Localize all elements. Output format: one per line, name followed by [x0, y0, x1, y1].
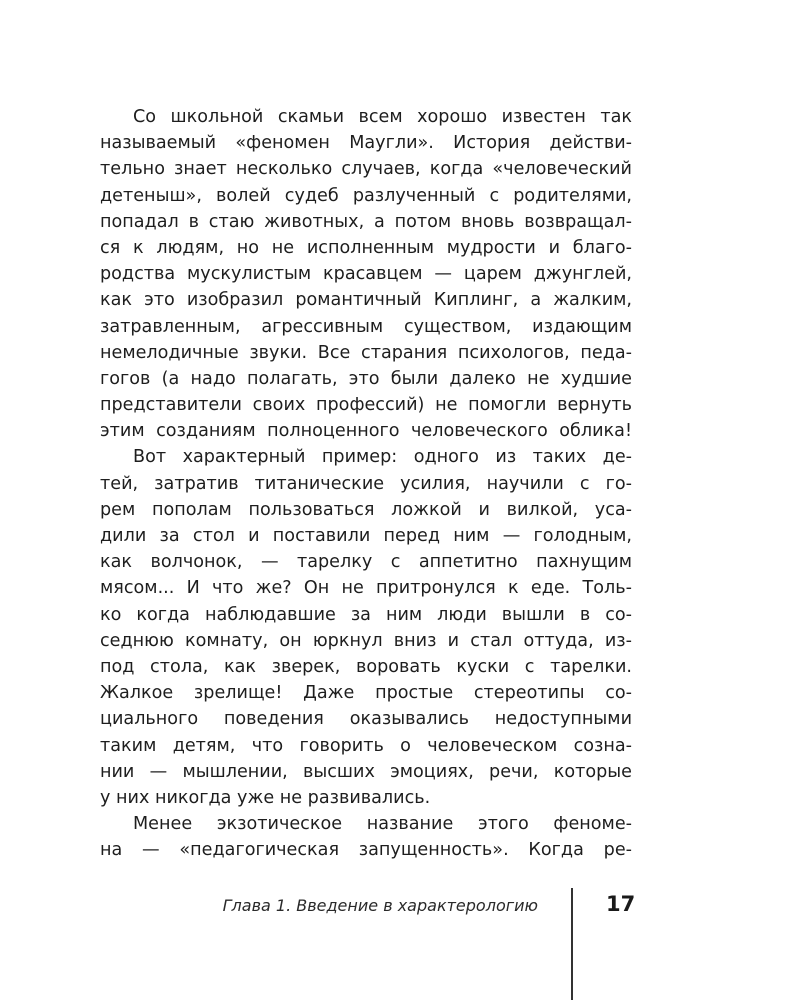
text-line: Жалкое зрелище! Даже простые стереотипы со- — [100, 683, 632, 704]
text-line: мясом... И что же? Он не притронулся к еде. Толь- — [100, 578, 632, 599]
footer-divider — [571, 888, 573, 1000]
text-line: попадал в стаю животных, а потом вновь возвращал- — [100, 211, 632, 232]
page-number: 17 — [606, 892, 636, 916]
text-line: Менее экзотическое название этого феноме- — [133, 814, 632, 835]
body-text — [100, 104, 632, 863]
text-line: рем пополам пользоваться ложкой и вилкой, уса- — [100, 499, 632, 520]
text-line: родства мускулистым красавцем — царем джунглей, — [100, 264, 632, 285]
text-line: затравленным, агрессивным существом, издающим — [100, 316, 632, 337]
text-line: представители своих профессий) не помогли вернуть — [100, 395, 632, 416]
text-line: этим созданиям полноценного человеческого облика! — [100, 421, 632, 442]
text-line: детеныш», волей судеб разлученный с родителями, — [100, 185, 632, 206]
text-line: тей, затратив титанические усилия, научили с го- — [100, 473, 632, 494]
text-line: называемый «феномен Маугли». История действи- — [100, 133, 632, 154]
text-line: на — «педагогическая запущенность». Когда ре- — [100, 840, 632, 861]
text-line: немелодичные звуки. Все старания психологов, педа- — [100, 342, 632, 363]
text-line: седнюю комнату, он юркнул вниз и стал оттуда, из- — [100, 630, 632, 651]
text-line: гогов (а надо полагать, это были далеко не худшие — [100, 368, 632, 389]
text-line: как это изобразил романтичный Киплинг, а жалким, — [100, 290, 632, 311]
text-line: таким детям, что говорить о человеческом созна- — [100, 735, 632, 756]
text-line: тельно знает несколько случаев, когда «человеческий — [100, 159, 632, 180]
text-line: ко когда наблюдавшие за ним люди вышли в со- — [100, 604, 632, 625]
text-line: циального поведения оказывались недоступными — [100, 709, 632, 730]
text-line: дили за стол и поставили перед ним — голодным, — [100, 526, 632, 546]
text-line: Вот характерный пример: одного из таких де- — [133, 447, 632, 468]
text-line: нии — мышлении, высших эмоциях, речи, которые — [100, 761, 632, 782]
running-footer-chapter-title: Глава 1. Введение в характерологию — [222, 896, 538, 915]
text-line: у них никогда уже не развивались. — [100, 787, 431, 808]
text-line: ся к людям, но не исполненным мудрости и благо- — [100, 237, 632, 258]
text-line: под стола, как зверек, воровать куски с тарелки. — [100, 656, 632, 677]
text-line: Со школьной скамьи всем хорошо известен так — [133, 107, 632, 127]
text-line: как волчонок, — тарелку с аппетитно пахнущим — [100, 552, 632, 573]
